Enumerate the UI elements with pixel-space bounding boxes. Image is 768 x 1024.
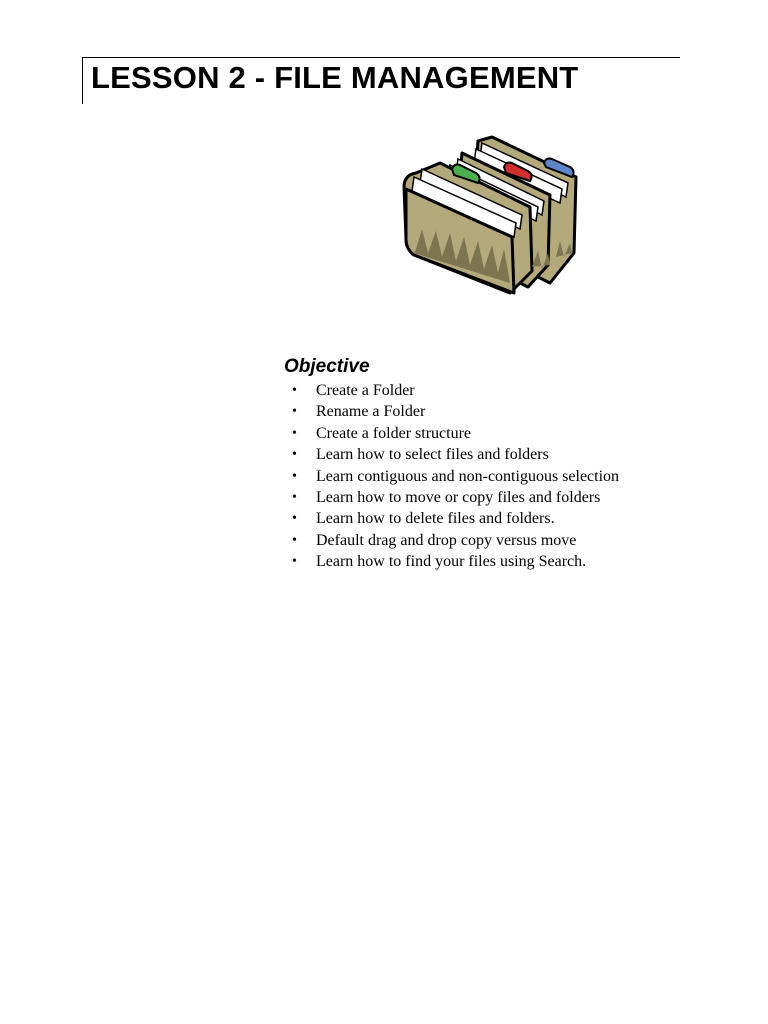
bullet-icon: • [292,511,297,527]
list-item-text: Learn how to move or copy files and folders [316,489,601,507]
bullet-icon: • [292,490,297,506]
list-item [292,401,619,422]
list-item [292,380,619,401]
bullet-icon: • [292,554,297,570]
objective-heading: Objective [284,356,370,377]
objective-list [292,380,619,573]
file-folders-icon [400,133,586,297]
list-item [292,551,619,572]
list-item [292,530,619,551]
list-item [292,487,619,508]
list-item-text: Learn how to find your files using Search. [316,553,587,571]
list-item-text: Create a folder structure [316,424,472,442]
list-item [292,444,619,465]
bullet-icon: • [292,532,297,548]
list-item-text: Learn how to delete files and folders. [316,510,555,528]
list-item-text: Default drag and drop copy versus move [316,531,577,549]
list-item-text: Rename a Folder [316,403,426,421]
bullet-icon: • [292,447,297,463]
bullet-icon: • [292,468,297,484]
list-item-text: Learn contiguous and non-contiguous selection [316,467,620,485]
bullet-icon: • [292,425,297,441]
list-item [292,508,619,529]
page-title: LESSON 2 - FILE MANAGEMENT [91,60,579,95]
bullet-icon: • [292,383,297,398]
list-item [292,466,619,487]
list-item-text: Create a Folder [316,382,415,399]
title-left-rule [82,57,83,104]
list-item [292,423,619,444]
list-item-text: Learn how to select files and folders [316,446,549,464]
bullet-icon: • [292,404,297,420]
